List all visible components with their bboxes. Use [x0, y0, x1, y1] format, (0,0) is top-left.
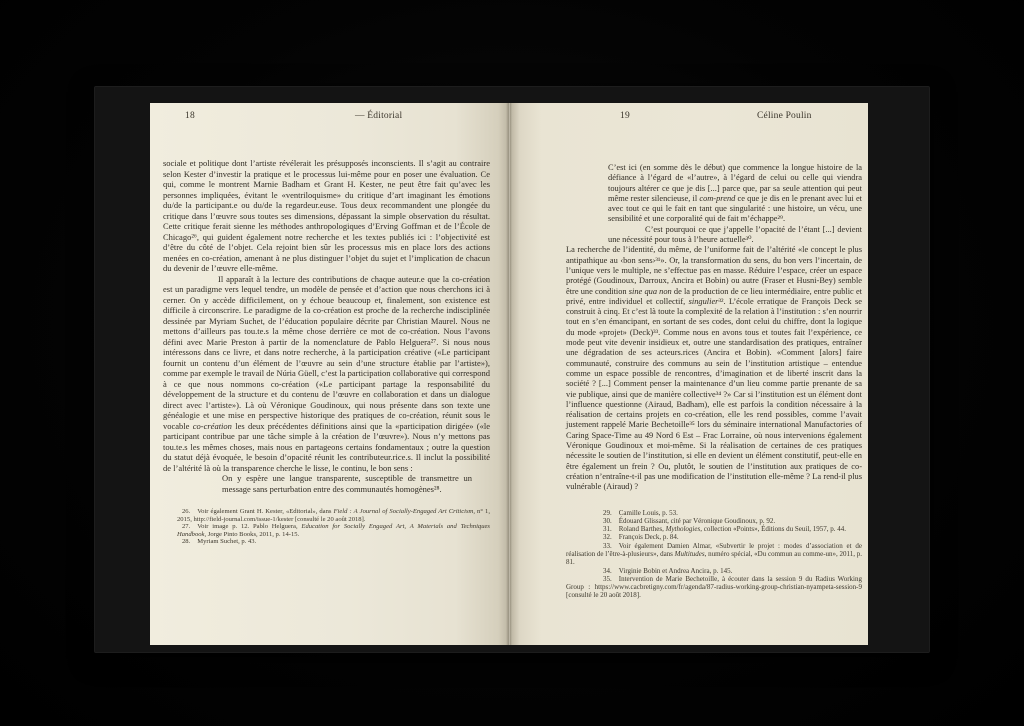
- body-paragraph: sociale et politique dont l’artiste révélerait les présupposés inconscients. Il s’agit au contraire selon Kester d’investir la pratique et le processus lui-même pour en poser une évaluation. Ce qui, comme le montrent Marnie Badham et Grant H. Kester, ne peut être fait qu’avec les personnes impliquées, évitant le «ventriloquisme» du critique d’art imaginant les émotions du/de la participant.e ou du/de la regardeur.euse. Tous deux recommandent une plongée du critique dans l’œuvre sous toutes ses dimensions, dépassant la simple observation du résultat. Cette critique ferait sienne les méthodes anthropologiques d’Erving Goffman et de l’École de Chicago²⁶, qui guident également notre recherche et les textes publiés ici : l’objectivité est d’être du côté de l’objet. Cela rejoint bien sûr les processus mis en place lors des actions menées en co-création, amenant à ne plus distinguer l’objet du sujet et l’implication de chacun du devenir de l’œuvre elle-même.: [163, 158, 490, 273]
- footnote-text: Voir image p. 12. Pablo Helguera, Education for Socially Engaged Art, A Materials and Techniques Handbook, Jorge Pinto Books, 2011, p. 14-15.: [177, 523, 490, 538]
- left-text-column: [163, 158, 490, 546]
- footnote: [566, 517, 862, 525]
- footnote: [177, 508, 490, 523]
- footnote-text: Voir également Damien Almar, «Subvertir le projet : modes d’association et de réalisation de l’être-à-plusieurs», dans Multitudes, numéro spécial, «Du commun au comme-un», 2011, p. 81.: [566, 541, 863, 567]
- footnote: [177, 523, 490, 538]
- footnote-text: Édouard Glissant, cité par Véronique Goudinoux, p. 92.: [618, 516, 776, 525]
- footnote-number: 27.: [182, 523, 191, 531]
- block-quote: C’est ici (en somme dès le début) que commence la longue histoire de la défiance à l’égard de «l’autre», à l’égard de celui ou celle qui viendra toujours altérer ce que je dis [...] parce que, par sa seule attention qui peut même rester silencieuse, il com-prend ce que je dis en le prenant avec lui et avec tout ce qui le fait en tant que singularité : une histoire, un vécu, une sensibilité et une corporalité qui de fait m’échappe²⁹.: [608, 163, 862, 224]
- footnote: [566, 567, 862, 575]
- right-text-column: [566, 163, 862, 600]
- footnote-number: 30.: [603, 516, 612, 525]
- footnote-number: 31.: [603, 525, 612, 534]
- block-quote: C’est pourquoi ce que j’appelle l’opacité de l’étant [...] devient une nécessité pour tous à l’heure actuelle³⁰.: [608, 224, 862, 245]
- right-page-number: 19: [620, 111, 630, 121]
- left-footnotes: [177, 508, 490, 546]
- right-page: [509, 103, 868, 645]
- body-paragraph: La recherche de l’identité, du même, de l’uniforme fait de l’altérité «le concept le plus antipathique au ‹bon sens›³¹». Or, la transformation du sens, du bon vers l’incertain, de l’unique vers le multiple, ne s’effectue pas en masse. Réduire l’espace, créer un espace protégé (Goudinoux, Darroux, Ancira et Bobin) ou autre (Fraser et Husni-Bey) semble être une condition sine qua non de la production de ce lieu intermédiaire, entre public et privé, entre individuel et collectif, singulier³². L’école erratique de François Deck se construit à cinq. Et c’est là toute la complexité de la relation à l’institution : s’en nourrir tout en s’en émancipant, en sortant de ses codes, dont celui du chiffre, dont la logique du mode «projet» (Deck)³³. Comme nous en avons tous et toutes fait l’expérience, ce mode peut vite devenir insidieux et, outre une standardisation des pratiques, entraîner une dégradation de ses acteurs.rices (Ancira et Bobin). «Comment [alors] faire communauté, construire des communs au sein de l’institution artistique – entendue comme un espace possible de rencontres, d’imagination et de liberté inscrit dans la société ? [...] Comment penser la maintenance d’un lieu comme partie prenante de sa vie publique, ainsi que de manière collective³⁴ ?» Car si l’institution est un élément dont l’influence questionne (Airaud, Badham), elle est parfois la condition nécessaire à la réalisation de certains projets en co-création, elle les rend possibles, comme l’avait justement rappelé Marie Bechetoille³⁵ lors du séminaire international Manufactories of Caring Space-Time au 49 Nord 6 Est – Frac Lorraine, où nous intervenions également Véronique Goudinoux et moi-même. Si la réalisation de certaines de ces pratiques nécessite le soutien de l’institution, si elle en devient un élément constitutif, peut-elle en être également un frein ? Ou, plutôt, le soutien de l’institution aux pratiques de co-création n’entraîne-t-il pas une modification de l’institution elle-même ? La rend-il plus vulnérable (Airaud) ?: [566, 245, 862, 492]
- footnote: [566, 542, 862, 567]
- footnote-text: Roland Barthes, Mythologies, collection «Points», Éditions du Seuil, 1957, p. 44.: [618, 525, 847, 534]
- footnote: [566, 533, 862, 541]
- footnote-text: Virginie Bobin et Andrea Ancira, p. 145.: [618, 566, 733, 575]
- footnote-text: Voir également Grant H. Kester, «Editorial», dans Field : A Journal of Socially-Engaged Art Criticism, n° 1, 2015, http://field-journal.com/issue-1/kester [consulté le 20 août 2018].: [177, 508, 490, 523]
- footnote-text: Myriam Suchet, p. 43.: [197, 538, 257, 546]
- footnote-text: Camille Louis, p. 53.: [618, 508, 678, 517]
- block-quote: On y espère une langue transparente, susceptible de transmettre un message sans perturbation entre des communautés homogènes²⁸.: [222, 473, 472, 494]
- body-paragraph: Il apparaît à la lecture des contributions de chaque auteur.e que la co-création est un paradigme vers lequel tendre, un modèle de pensée et d’action que nous cherchons ici à cerner. On y accède difficilement, on y échoue beaucoup et, finalement, son existence est difficile à circonscrire. Le paradigme de la co-création est proche de la recherche indisciplinée dessinée par Myriam Suchet, de l’éducation populaire décrite par Christian Maurel. Nous ne mettons d’ailleurs pas tou.te.s la même chose derrière ce mot de co-création. Nous l’avons défini avec Marie Preston à partir de la nomenclature de Pablo Helguera²⁷. Si nous nous intéressons dans ce livre, et dans notre recherche, à la participation créative («Le participant fournit un contenu d’un élément de l’œuvre au sein d’une structure établie par l’artiste»), comme par exemple le travail de Núria Güell, c’est la participation collaborative qui correspond à ce que nous nommons co-création («Le participant partage la responsabilité du développement de la structure et du contenu de l’œuvre en collaboration et dans un dialogue direct avec l’artiste»). Là où Véronique Goudinoux, qui nous présente dans son texte une généalogie et une mise en perspective historique des pratiques de co-création, réunit sous le vocable co-création les deux précédentes définitions ainsi que la «participation dirigée» («le participant contribue par une tâche simple à la création de l’œuvre»). Nous n’y mettons pas tou.te.s les mêmes choses, mais nous en partageons certains fondamentaux ; outre la question du statut déjà évoquée, le besoin d’opacité réunit les contributeur.rice.s. Il inclut la possibilité de l’altérité là où la transparence cherche le lisse, le continu, le bon sens :: [163, 273, 491, 473]
- footnote: [566, 575, 862, 600]
- footnote: [566, 525, 862, 533]
- footnote-number: 29.: [603, 508, 612, 517]
- running-title: — Éditorial: [355, 111, 403, 121]
- footnote-text: François Deck, p. 84.: [618, 533, 679, 542]
- footnote-number: 33.: [603, 541, 612, 550]
- left-page-number: 18: [185, 111, 195, 121]
- footnote-number: 28.: [182, 538, 191, 546]
- footnote-number: 32.: [603, 533, 612, 542]
- left-page: [150, 103, 509, 645]
- right-running-header: [509, 111, 868, 125]
- footnote: [566, 509, 862, 517]
- running-author: Céline Poulin: [757, 111, 812, 121]
- left-running-header: [150, 111, 509, 125]
- footnote-number: 26.: [182, 508, 191, 515]
- footnote-text: Intervention de Marie Bechetoille, à écouter dans la session 9 du Radius Working Group : https://www.cacbretigny.com/fr/agenda/87-radius-working-group-christian-nyampeta-session-9 [consulté le 20 août 2018].: [566, 574, 862, 600]
- book-spread: [150, 103, 868, 645]
- right-footnotes: [566, 509, 862, 600]
- footnote-number: 35.: [603, 574, 612, 583]
- footnote-number: 34.: [603, 566, 612, 575]
- footnote: [177, 538, 490, 546]
